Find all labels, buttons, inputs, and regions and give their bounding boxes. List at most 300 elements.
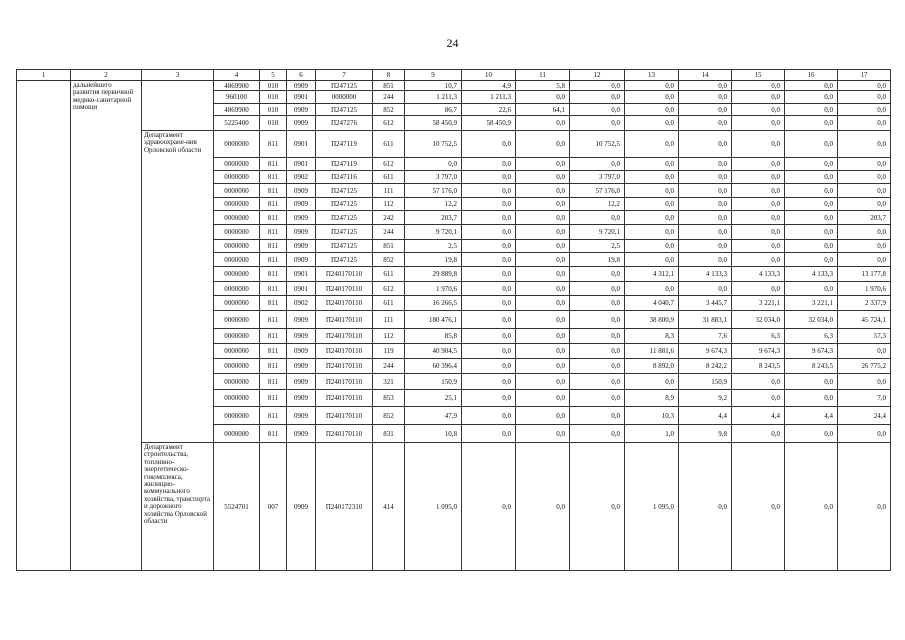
table-cell: 0909 [287, 311, 316, 329]
table-cell: 8 243,5 [732, 359, 785, 374]
table-cell: 0,0 [679, 158, 732, 171]
table-cell: П247276 [316, 116, 373, 131]
table-cell: 0,0 [625, 81, 679, 91]
table-cell: 811 [260, 211, 287, 225]
table-cell: 0,0 [462, 158, 516, 171]
table-cell: 0,0 [570, 374, 625, 390]
table-cell: П240170110 [316, 311, 373, 329]
table-cell: 0,0 [570, 91, 625, 104]
table-cell: П247119 [316, 158, 373, 171]
table-cell: 85,8 [405, 329, 462, 344]
table-cell: 32 034,0 [732, 311, 785, 329]
table-cell: 8,9 [625, 390, 679, 407]
table-cell: 811 [260, 158, 287, 171]
table-cell: 811 [260, 282, 287, 296]
column-number-header: 10 [462, 70, 516, 81]
table-cell: 007 [260, 443, 287, 571]
column-number-header: 11 [516, 70, 570, 81]
table-cell: 6,3 [785, 329, 838, 344]
table-cell: 0,0 [679, 171, 732, 184]
table-cell: 0,0 [570, 443, 625, 571]
table-cell: 0,0 [679, 104, 732, 116]
table-cell: 0,0 [570, 390, 625, 407]
table-cell: 3 221,1 [785, 296, 838, 311]
table-cell: П240170110 [316, 359, 373, 374]
table-cell: 0,0 [679, 184, 732, 198]
table-cell: 0,0 [516, 407, 570, 425]
table-cell: 26 775,2 [838, 359, 891, 374]
table-cell: П240170110 [316, 390, 373, 407]
table-cell: 0,0 [785, 131, 838, 158]
table-cell: 960100 [214, 91, 260, 104]
table-cell: 0,0 [516, 184, 570, 198]
table-cell: 3 797,0 [570, 171, 625, 184]
table-cell: 0,0 [732, 91, 785, 104]
table-cell: П247125 [316, 184, 373, 198]
table-cell: 9 674,3 [785, 344, 838, 359]
table-cell: 0,0 [516, 91, 570, 104]
column-number-header: 8 [373, 70, 405, 81]
table-cell: 0901 [287, 267, 316, 282]
table-cell: 811 [260, 374, 287, 390]
table-cell: 0,0 [462, 443, 516, 571]
table-cell: 0,0 [516, 425, 570, 443]
table-cell: 0,0 [462, 390, 516, 407]
table-cell: 0,0 [570, 425, 625, 443]
table-cell: 0909 [287, 390, 316, 407]
table-cell: 1 095,0 [405, 443, 462, 571]
column-number-header-row [17, 70, 891, 81]
table-cell: 5,8 [516, 81, 570, 91]
table-cell: 852 [373, 407, 405, 425]
table-cell: 244 [373, 91, 405, 104]
table-cell: 0,0 [625, 171, 679, 184]
program-description-cell: дальнейшего развития первичной медико-санитарной помощи [71, 81, 142, 571]
table-cell: 0,0 [462, 240, 516, 253]
table-cell: 12,2 [405, 198, 462, 211]
table-cell: 0,0 [679, 91, 732, 104]
table-cell: 0,0 [679, 253, 732, 267]
table-cell: 4 312,1 [625, 267, 679, 282]
column-number-header: 4 [214, 70, 260, 81]
table-cell: П247125 [316, 198, 373, 211]
table-cell: 0,0 [732, 104, 785, 116]
table-cell: 242 [373, 211, 405, 225]
table-cell: 0,0 [516, 198, 570, 211]
table-cell: 0,0 [625, 198, 679, 211]
table-cell: 0,0 [462, 425, 516, 443]
table-cell: 4 040,7 [625, 296, 679, 311]
table-cell: 0,0 [838, 131, 891, 158]
table-cell: 0,0 [732, 240, 785, 253]
table-cell: 0,0 [838, 184, 891, 198]
table-cell: 0902 [287, 296, 316, 311]
table-cell: 57,3 [838, 329, 891, 344]
table-cell: 57 176,0 [405, 184, 462, 198]
table-cell: 853 [373, 390, 405, 407]
table-cell: 0,0 [838, 104, 891, 116]
table-cell: 22,6 [462, 104, 516, 116]
table-cell: 0,0 [462, 296, 516, 311]
table-cell: 0,0 [679, 116, 732, 131]
table-cell: 0,0 [625, 282, 679, 296]
table-cell: 0909 [287, 240, 316, 253]
table-cell: 0901 [287, 158, 316, 171]
table-cell: 0,0 [785, 116, 838, 131]
table-cell: 612 [373, 158, 405, 171]
table-cell: 0,0 [679, 240, 732, 253]
table-cell: 0,0 [732, 81, 785, 91]
table-cell: 811 [260, 267, 287, 282]
table-cell: 811 [260, 344, 287, 359]
table-cell: 0000000 [214, 329, 260, 344]
table-cell: П240170110 [316, 344, 373, 359]
table-cell: 010 [260, 91, 287, 104]
table-cell: 0,0 [570, 104, 625, 116]
table-cell: 0000000 [214, 184, 260, 198]
table-cell: 0,0 [462, 359, 516, 374]
table-cell: 203,7 [405, 211, 462, 225]
table-cell: 0,0 [462, 329, 516, 344]
table-cell: 0,0 [732, 253, 785, 267]
column-number-header: 1 [17, 70, 71, 81]
column-number-header: 15 [732, 70, 785, 81]
table-cell: 811 [260, 253, 287, 267]
table-cell: 0,0 [625, 104, 679, 116]
column-number-header: 12 [570, 70, 625, 81]
table-cell: П247125 [316, 253, 373, 267]
table-cell: 852 [373, 104, 405, 116]
table-cell: 0,0 [625, 211, 679, 225]
table-cell: 4,4 [679, 407, 732, 425]
table-cell: 150,9 [405, 374, 462, 390]
table-cell: 0000000 [214, 240, 260, 253]
table-cell: 0909 [287, 253, 316, 267]
table-cell: 010 [260, 81, 287, 91]
table-cell: 0,0 [785, 211, 838, 225]
table-cell: 0,0 [625, 240, 679, 253]
table-cell: 0909 [287, 344, 316, 359]
table-cell: 16 266,5 [405, 296, 462, 311]
table-cell: 0,0 [516, 390, 570, 407]
table-cell: 0,0 [516, 374, 570, 390]
table-cell: 12,2 [570, 198, 625, 211]
table-cell: 0,0 [462, 131, 516, 158]
table-cell: 0,0 [516, 131, 570, 158]
table-cell: 64,1 [516, 104, 570, 116]
table-cell: 0,0 [462, 311, 516, 329]
table-cell: 611 [373, 171, 405, 184]
table-cell: 0,0 [679, 211, 732, 225]
table-cell: 8,3 [625, 329, 679, 344]
table-cell: 57 176,0 [570, 184, 625, 198]
table-cell: 0000000 [214, 296, 260, 311]
table-cell: 2,5 [570, 240, 625, 253]
table-cell: 60 396,4 [405, 359, 462, 374]
table-cell: 0,0 [838, 425, 891, 443]
table-cell: 0,0 [516, 282, 570, 296]
table-cell: П240170110 [316, 296, 373, 311]
table-cell: 0,0 [838, 344, 891, 359]
table-cell: 0,0 [570, 81, 625, 91]
table-cell: 811 [260, 131, 287, 158]
table-cell: 9 720,1 [405, 225, 462, 240]
table-cell: 11 881,6 [625, 344, 679, 359]
table-cell: П240170110 [316, 374, 373, 390]
table-cell: 811 [260, 390, 287, 407]
table-cell: 811 [260, 311, 287, 329]
table-cell: 1,0 [625, 425, 679, 443]
column-number-header: 6 [287, 70, 316, 81]
table-cell: 9 674,3 [732, 344, 785, 359]
executor-blank-cell [142, 81, 214, 131]
executor-construction-dept-cell: Департамент строительства, топливно-энергетическо-гокомплекса, жилищно-коммунального хозяйства, транспорта и дорожного хозяйства Орловской области [142, 443, 214, 571]
table-cell: 0,0 [679, 198, 732, 211]
table-cell: 4869900 [214, 104, 260, 116]
table-cell: 0,0 [462, 344, 516, 359]
table-cell: 0000000 [214, 359, 260, 374]
table-cell: 25,1 [405, 390, 462, 407]
table-cell: 0,0 [732, 171, 785, 184]
table-cell: П240170110 [316, 407, 373, 425]
table-cell: 0000000 [214, 253, 260, 267]
table-cell: 0,0 [732, 116, 785, 131]
table-cell: 0,0 [516, 344, 570, 359]
table-cell: 0,0 [625, 374, 679, 390]
table-cell: 0,0 [732, 390, 785, 407]
column-number-header: 14 [679, 70, 732, 81]
table-cell: 0000000 [214, 267, 260, 282]
table-cell: 86,7 [405, 104, 462, 116]
table-cell: 3 445,7 [679, 296, 732, 311]
table-cell: 0,0 [405, 158, 462, 171]
table-cell: 0,0 [679, 81, 732, 91]
table-cell: 2,5 [405, 240, 462, 253]
table-cell: 0,0 [516, 443, 570, 571]
table-cell: 0909 [287, 184, 316, 198]
table-cell: 31 883,1 [679, 311, 732, 329]
table-cell: 203,7 [838, 211, 891, 225]
col1-blank-cell [17, 81, 71, 571]
table-cell: 010 [260, 104, 287, 116]
table-cell: 10 752,5 [405, 131, 462, 158]
table-cell: 0,0 [785, 81, 838, 91]
table-cell: П247125 [316, 240, 373, 253]
table-cell: 0909 [287, 198, 316, 211]
table-cell: 19,8 [570, 253, 625, 267]
table-cell: 10,7 [405, 81, 462, 91]
column-number-header: 7 [316, 70, 373, 81]
table-cell: 811 [260, 240, 287, 253]
table-cell: 010 [260, 116, 287, 131]
table-cell: 0,0 [462, 267, 516, 282]
table-cell: 0,0 [570, 359, 625, 374]
table-cell: 851 [373, 81, 405, 91]
table-cell: 0901 [287, 282, 316, 296]
table-cell: П240170110 [316, 329, 373, 344]
table-cell: 0,0 [838, 81, 891, 91]
table-cell: 0,0 [785, 425, 838, 443]
table-cell: 0,0 [732, 131, 785, 158]
table-cell: 47,9 [405, 407, 462, 425]
table-cell: 0000000 [214, 407, 260, 425]
table-cell: 0,0 [732, 225, 785, 240]
table-cell: П240170110 [316, 267, 373, 282]
table-cell: 0,0 [732, 211, 785, 225]
table-cell: 0,0 [462, 282, 516, 296]
table-cell: 0,0 [516, 253, 570, 267]
table-cell: 112 [373, 198, 405, 211]
table-cell: 0,0 [570, 344, 625, 359]
table-cell: 0909 [287, 211, 316, 225]
page-number: 24 [446, 36, 459, 50]
table-cell: 0,0 [679, 225, 732, 240]
table-cell: 0,0 [785, 282, 838, 296]
table-cell: 0,0 [516, 116, 570, 131]
table-cell: 0909 [287, 374, 316, 390]
table-cell: 8 892,0 [625, 359, 679, 374]
table-cell: 0,0 [838, 253, 891, 267]
table-cell: 0000000 [214, 171, 260, 184]
table-cell: 0,0 [516, 296, 570, 311]
table-cell: 0,0 [785, 104, 838, 116]
table-cell: 7,0 [838, 390, 891, 407]
table-cell: 0,0 [732, 282, 785, 296]
table-cell: 0000000 [214, 374, 260, 390]
table-cell: 0909 [287, 104, 316, 116]
table-cell: 8 242,2 [679, 359, 732, 374]
budget-table [16, 69, 891, 571]
table-cell: 0,0 [462, 211, 516, 225]
table-cell: 0,0 [785, 240, 838, 253]
table-cell: 0,0 [462, 374, 516, 390]
table-cell: 1 095,0 [625, 443, 679, 571]
table-cell: 4,9 [462, 81, 516, 91]
table-cell: 0,0 [785, 171, 838, 184]
table-cell: 811 [260, 296, 287, 311]
executor-health-dept-cell: Департамент здравоохране-ния Орловской области [142, 131, 214, 443]
table-cell: 0,0 [785, 225, 838, 240]
table-cell: 45 724,1 [838, 311, 891, 329]
table-cell: 611 [373, 296, 405, 311]
table-cell: 0,0 [838, 225, 891, 240]
table-cell: 611 [373, 267, 405, 282]
table-cell: 811 [260, 198, 287, 211]
table-cell: 0,0 [462, 225, 516, 240]
table-cell: 0,0 [785, 390, 838, 407]
table-cell: 0000000 [214, 311, 260, 329]
table-cell: 0,0 [625, 116, 679, 131]
table-cell: 4 133,3 [785, 267, 838, 282]
column-number-header: 5 [260, 70, 287, 81]
table-cell: 414 [373, 443, 405, 571]
table-cell: 0,0 [785, 158, 838, 171]
table-cell: 58 450,9 [405, 116, 462, 131]
table-cell: 1 211,3 [405, 91, 462, 104]
table-cell: 0,0 [732, 425, 785, 443]
table-cell: 0000000 [214, 425, 260, 443]
table-cell: 0,0 [838, 116, 891, 131]
table-cell: 0,0 [570, 158, 625, 171]
table-cell: 0,0 [516, 158, 570, 171]
table-cell: 0,0 [570, 211, 625, 225]
table-cell: 1 211,3 [462, 91, 516, 104]
table-cell: 5524701 [214, 443, 260, 571]
table-cell: 0,0 [462, 184, 516, 198]
table-cell: П240170110 [316, 282, 373, 296]
table-row [17, 131, 891, 158]
column-number-header: 2 [71, 70, 142, 81]
table-cell: 0,0 [570, 329, 625, 344]
table-cell: 9,8 [679, 425, 732, 443]
table-cell: 0,0 [570, 116, 625, 131]
column-number-header: 3 [142, 70, 214, 81]
table-cell: 0,0 [625, 184, 679, 198]
table-cell: 0909 [287, 81, 316, 91]
table-cell: 119 [373, 344, 405, 359]
table-cell: 0,0 [516, 211, 570, 225]
table-cell: П247125 [316, 81, 373, 91]
table-cell: 0,0 [516, 240, 570, 253]
table-cell: 0,0 [785, 253, 838, 267]
table-cell: 1 970,6 [405, 282, 462, 296]
column-number-header: 16 [785, 70, 838, 81]
table-cell: 811 [260, 171, 287, 184]
table-cell: 244 [373, 225, 405, 240]
table-cell: 0,0 [516, 225, 570, 240]
table-cell: 612 [373, 282, 405, 296]
table-cell: 0000000 [214, 158, 260, 171]
table-cell: 811 [260, 329, 287, 344]
table-cell: 0,0 [625, 158, 679, 171]
table-cell: 0,0 [570, 311, 625, 329]
table-cell: 0909 [287, 225, 316, 240]
table-cell: 0,0 [785, 184, 838, 198]
table-cell: 9 720,1 [570, 225, 625, 240]
table-cell: 321 [373, 374, 405, 390]
table-cell: 13 177,8 [838, 267, 891, 282]
table-cell: 0,0 [625, 253, 679, 267]
table-cell: 0,0 [462, 171, 516, 184]
table-cell: 0,0 [785, 374, 838, 390]
table-cell: П240172310 [316, 443, 373, 571]
table-cell: 10 752,5 [570, 131, 625, 158]
table-row [17, 443, 891, 571]
table-cell: 4 133,3 [679, 267, 732, 282]
table-cell: 0000000 [214, 131, 260, 158]
table-cell: 811 [260, 184, 287, 198]
table-cell: 0,0 [516, 311, 570, 329]
table-cell: 38 800,9 [625, 311, 679, 329]
column-number-header: 17 [838, 70, 891, 81]
table-cell: 0,0 [838, 443, 891, 571]
table-cell: П247125 [316, 211, 373, 225]
table-cell: 24,4 [838, 407, 891, 425]
table-cell: 9 674,3 [679, 344, 732, 359]
table-cell: 8 243,5 [785, 359, 838, 374]
table-cell: 811 [260, 407, 287, 425]
table-cell: 0909 [287, 359, 316, 374]
table-cell: 0,0 [570, 282, 625, 296]
table-cell: 0,0 [732, 443, 785, 571]
table-cell: 0,0 [462, 198, 516, 211]
table-cell: 4,4 [732, 407, 785, 425]
table-cell: 0,0 [838, 171, 891, 184]
table-cell: 7,6 [679, 329, 732, 344]
table-cell: 0901 [287, 91, 316, 104]
column-number-header: 9 [405, 70, 462, 81]
table-cell: 4 133,3 [732, 267, 785, 282]
